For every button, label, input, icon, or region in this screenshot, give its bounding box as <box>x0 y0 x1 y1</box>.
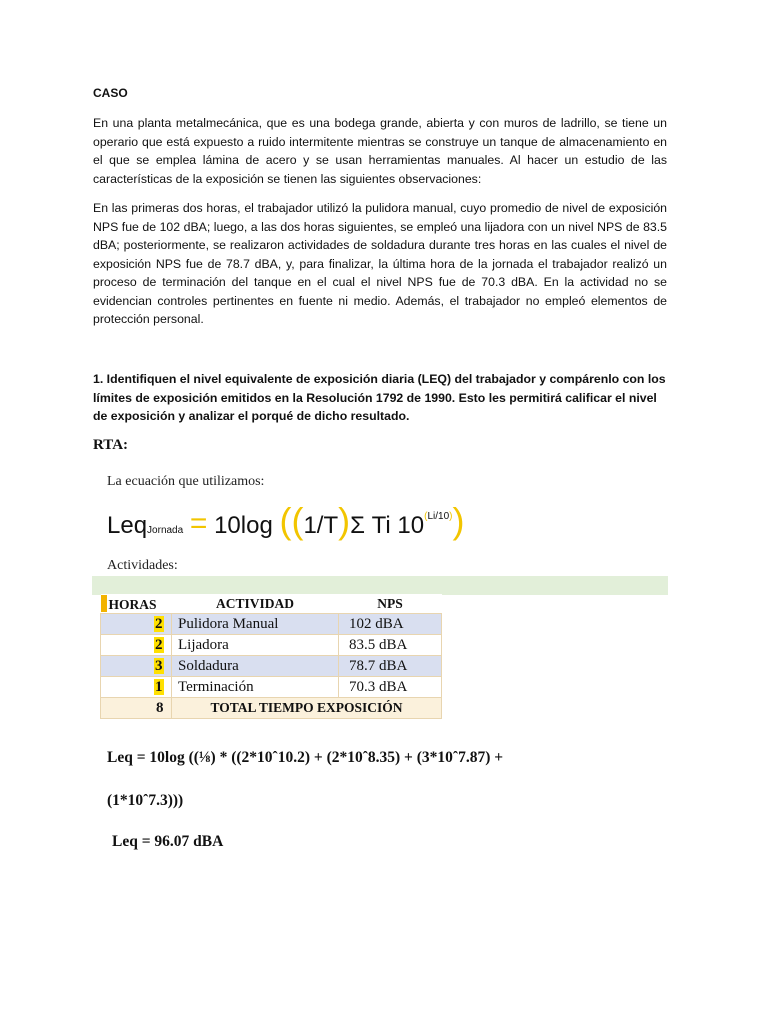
calculation-line-2: (1*10ˆ7.3))) <box>107 792 184 809</box>
formula-leq: Leq <box>107 512 148 539</box>
activities-label: Actividades: <box>107 558 178 573</box>
calculation-line-1: Leq = 10log ((⅛) * ((2*10ˆ10.2) + (2*10ˆ8.35) + (3*10ˆ7.87) + <box>107 749 504 766</box>
total-horas-value: 8 <box>156 699 164 716</box>
equation-intro: La ecuación que utilizamos: <box>107 474 265 489</box>
table-row <box>101 677 442 698</box>
table-header-band <box>92 576 668 595</box>
cell-nps: 78.7 dBA <box>339 656 442 677</box>
cell-nps: 70.3 dBA <box>339 677 442 698</box>
cell-nps: 83.5 dBA <box>339 635 442 656</box>
activities-table <box>100 594 442 719</box>
header-actividad: ACTIVIDAD <box>172 594 339 614</box>
cell-actividad: Terminación <box>172 677 339 698</box>
formula-exponent-open: ( <box>424 511 428 522</box>
header-marker <box>101 595 107 612</box>
formula-fraction: 1/T <box>303 512 339 539</box>
cell-actividad: Lijadora <box>172 635 339 656</box>
formula-subscript: Jornada <box>147 525 184 536</box>
table-row <box>101 656 442 677</box>
formula-close-paren-2: ) <box>452 500 465 541</box>
case-paragraph-2: En las primeras dos horas, el trabajador utilizó la pulidora manual, cuyo promedio de nivel de exposición NPS fue de 102 dBA; luego, a las dos horas siguientes, se empleó una lijadora con un nivel NPS de 83.5 dBA; posteriormente, se realizaron actividades de soldadura durante tres horas en las cuales el nivel de exposición NPS fue de 78.7 dBA, y, para finalizar, la última hora de la jornada el trabajador realizó un proceso de terminación del tanque en el cual el nivel NPS fue de 70.3 dBA. En la actividad no se evidencian controles pertinentes en fuente ni medio. Además, el trabajador no empleó elementos de protección personal. <box>93 201 667 326</box>
cell-total-horas <box>101 698 172 719</box>
formula-exponent: Li/10 <box>427 511 450 522</box>
horas-value: 1 <box>155 678 163 695</box>
table-header-row <box>101 594 442 614</box>
cell-total-label: TOTAL TIEMPO EXPOSICIÓN <box>172 698 442 719</box>
case-paragraph-1: En una planta metalmecánica, que es una bodega grande, abierta y con muros de ladrillo, se tiene un operario que está expuesto a ruido intermitente mientras se construye un tanque de almacenamiento en el que se emplea lámina de acero y se usan herramientas manuales. Al hacer un estudio de las características de la exposición se tienen las siguientes observaciones: <box>93 116 667 186</box>
horas-value: 2 <box>155 636 163 653</box>
formula-equals: = <box>189 507 208 540</box>
cell-horas <box>101 614 172 635</box>
leq-result: Leq = 96.07 dBA <box>112 833 224 850</box>
header-horas-label: HORAS <box>108 596 157 612</box>
formula-sigma: Σ Ti 10 <box>350 512 425 539</box>
header-horas <box>101 594 172 614</box>
table-row <box>101 614 442 635</box>
formula-close-paren-1: ) <box>338 500 351 541</box>
case-title: CASO <box>93 86 128 100</box>
table-row <box>101 635 442 656</box>
cell-horas <box>101 677 172 698</box>
rta-label: RTA: <box>93 437 129 453</box>
header-nps: NPS <box>339 594 442 614</box>
question-1: 1. Identifiquen el nivel equivalente de exposición diaria (LEQ) del trabajador y compárenlo con los límites de exposición emitidos en la Resolución 1792 de 1990. Esto les permitirá calificar el nivel de exposición y analizar el porqué de dicho resultado. <box>93 372 666 423</box>
cell-nps: 102 dBA <box>339 614 442 635</box>
formula-open-parens: (( <box>279 500 304 541</box>
cell-actividad: Pulidora Manual <box>172 614 339 635</box>
horas-value: 2 <box>155 615 163 632</box>
table-total-row <box>101 698 442 719</box>
cell-actividad: Soldadura <box>172 656 339 677</box>
cell-horas <box>101 656 172 677</box>
leq-formula <box>107 500 464 550</box>
cell-horas <box>101 635 172 656</box>
formula-log: 10log <box>214 512 273 539</box>
formula-exponent-close: ) <box>449 511 453 522</box>
horas-value: 3 <box>155 657 163 674</box>
